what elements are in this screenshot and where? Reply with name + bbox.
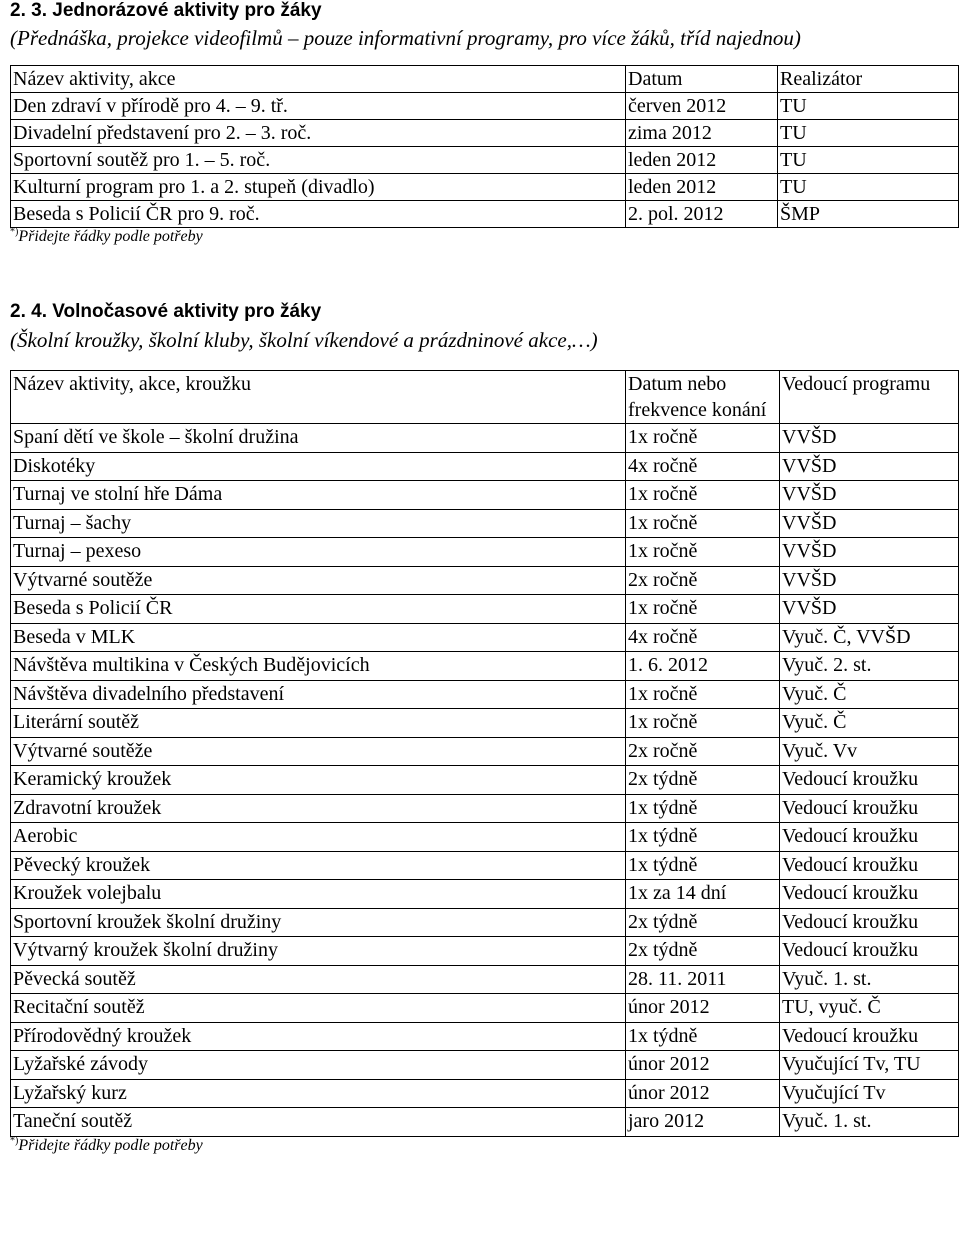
table-row bbox=[11, 201, 959, 228]
table-row bbox=[11, 794, 959, 823]
cell-date: 1x týdně bbox=[626, 794, 780, 823]
cell-activity-name: Beseda v MLK bbox=[11, 623, 626, 652]
cell-activity-name: Výtvarné soutěže bbox=[11, 566, 626, 595]
cell-date: 1x ročně bbox=[626, 595, 780, 624]
cell-activity-name: Taneční soutěž bbox=[11, 1108, 626, 1137]
cell-leader: VVŠD bbox=[780, 595, 959, 624]
cell-leader: Vedoucí kroužku bbox=[780, 823, 959, 852]
cell-date: únor 2012 bbox=[626, 1079, 780, 1108]
cell-leader: TU bbox=[778, 120, 959, 147]
column-header-date-or-frequency: Datum nebo frekvence konání bbox=[626, 371, 780, 424]
table-row bbox=[11, 823, 959, 852]
cell-leader: Vyuč. 1. st. bbox=[780, 1108, 959, 1137]
footnote-text: Přidejte řádky podle potřeby bbox=[18, 1136, 203, 1154]
table-header-row bbox=[11, 66, 959, 93]
table-row bbox=[11, 623, 959, 652]
cell-date: jaro 2012 bbox=[626, 1108, 780, 1137]
cell-leader: TU bbox=[778, 147, 959, 174]
table-row bbox=[11, 965, 959, 994]
table-row bbox=[11, 937, 959, 966]
cell-activity-name: Lyžařské závody bbox=[11, 1051, 626, 1080]
table-row bbox=[11, 880, 959, 909]
cell-activity-name: Kulturní program pro 1. a 2. stupeň (divadlo) bbox=[11, 174, 626, 201]
cell-date: 2x ročně bbox=[626, 566, 780, 595]
table-row bbox=[11, 709, 959, 738]
cell-date: 1x týdně bbox=[626, 1022, 780, 1051]
cell-activity-name: Přírodovědný kroužek bbox=[11, 1022, 626, 1051]
table-footnote bbox=[10, 228, 958, 246]
cell-activity-name: Lyžařský kurz bbox=[11, 1079, 626, 1108]
table-row bbox=[11, 424, 959, 453]
table-row bbox=[11, 737, 959, 766]
cell-date: 2x ročně bbox=[626, 737, 780, 766]
cell-activity-name: Aerobic bbox=[11, 823, 626, 852]
cell-date: 28. 11. 2011 bbox=[626, 965, 780, 994]
cell-leader: Vedoucí kroužku bbox=[780, 880, 959, 909]
cell-leader: VVŠD bbox=[780, 452, 959, 481]
cell-activity-name: Beseda s Policií ČR bbox=[11, 595, 626, 624]
cell-leader: Vyuč. Č, VVŠD bbox=[780, 623, 959, 652]
table-row bbox=[11, 766, 959, 795]
cell-activity-name: Literární soutěž bbox=[11, 709, 626, 738]
column-header-date: Datum bbox=[626, 66, 778, 93]
table-row bbox=[11, 680, 959, 709]
table-footnote bbox=[10, 1137, 958, 1155]
cell-leader: TU, vyuč. Č bbox=[780, 994, 959, 1023]
table-row bbox=[11, 174, 959, 201]
table-header-row bbox=[11, 371, 959, 424]
table-row bbox=[11, 652, 959, 681]
cell-activity-name: Diskotéky bbox=[11, 452, 626, 481]
cell-leader: Vyuč. 2. st. bbox=[780, 652, 959, 681]
cell-activity-name: Pěvecký kroužek bbox=[11, 851, 626, 880]
footnote-mark: *) bbox=[10, 1135, 19, 1147]
cell-date: 1x za 14 dní bbox=[626, 880, 780, 909]
cell-leader: ŠMP bbox=[778, 201, 959, 228]
cell-activity-name: Recitační soutěž bbox=[11, 994, 626, 1023]
cell-date: 1x týdně bbox=[626, 823, 780, 852]
cell-date: zima 2012 bbox=[626, 120, 778, 147]
column-header-activity-name: Název aktivity, akce, kroužku bbox=[11, 371, 626, 424]
one-time-activities-table-body bbox=[11, 66, 959, 228]
column-header-organizer: Realizátor bbox=[778, 66, 959, 93]
cell-activity-name: Spaní dětí ve škole – školní družina bbox=[11, 424, 626, 453]
table-row bbox=[11, 452, 959, 481]
cell-leader: VVŠD bbox=[780, 481, 959, 510]
section-subtitle-leisure-activities: (Školní kroužky, školní kluby, školní víkendové a prázdninové akce,…) bbox=[10, 328, 598, 352]
table-row bbox=[11, 1051, 959, 1080]
table-row bbox=[11, 147, 959, 174]
cell-activity-name: Výtvarné soutěže bbox=[11, 737, 626, 766]
cell-leader: TU bbox=[778, 93, 959, 120]
cell-activity-name: Návštěva multikina v Českých Budějovicích bbox=[11, 652, 626, 681]
leisure-activities-table-body bbox=[11, 371, 959, 1137]
cell-date: červen 2012 bbox=[626, 93, 778, 120]
column-header-activity-name: Název aktivity, akce bbox=[11, 66, 626, 93]
cell-leader: VVŠD bbox=[780, 538, 959, 567]
footnote-text: Přidejte řádky podle potřeby bbox=[18, 228, 203, 245]
cell-date: leden 2012 bbox=[626, 174, 778, 201]
cell-activity-name: Výtvarný kroužek školní družiny bbox=[11, 937, 626, 966]
cell-activity-name: Sportovní soutěž pro 1. – 5. roč. bbox=[11, 147, 626, 174]
table-row bbox=[11, 538, 959, 567]
cell-date: 1x ročně bbox=[626, 538, 780, 567]
cell-activity-name: Pěvecká soutěž bbox=[11, 965, 626, 994]
cell-date: 1x ročně bbox=[626, 481, 780, 510]
cell-date: 2. pol. 2012 bbox=[626, 201, 778, 228]
cell-date: 1x ročně bbox=[626, 709, 780, 738]
table-row bbox=[11, 481, 959, 510]
table-row bbox=[11, 851, 959, 880]
cell-leader: Vedoucí kroužku bbox=[780, 851, 959, 880]
section-subtitle-one-time-activities: (Přednáška, projekce videofilmů – pouze informativní programy, pro více žáků, tříd najednou) bbox=[10, 26, 801, 50]
cell-date: únor 2012 bbox=[626, 994, 780, 1023]
table-row bbox=[11, 1022, 959, 1051]
cell-leader: Vedoucí kroužku bbox=[780, 794, 959, 823]
cell-leader: TU bbox=[778, 174, 959, 201]
table-row bbox=[11, 93, 959, 120]
cell-activity-name: Beseda s Policií ČR pro 9. roč. bbox=[11, 201, 626, 228]
cell-leader: VVŠD bbox=[780, 424, 959, 453]
footnote-mark: *) bbox=[10, 226, 19, 238]
cell-leader: Vyučující Tv bbox=[780, 1079, 959, 1108]
section-heading-one-time-activities: 2. 3. Jednorázové aktivity pro žáky bbox=[10, 0, 322, 21]
cell-leader: Vedoucí kroužku bbox=[780, 1022, 959, 1051]
cell-date: 1. 6. 2012 bbox=[626, 652, 780, 681]
table-row bbox=[11, 566, 959, 595]
table-row bbox=[11, 1108, 959, 1137]
cell-leader: VVŠD bbox=[780, 566, 959, 595]
cell-activity-name: Den zdraví v přírodě pro 4. – 9. tř. bbox=[11, 93, 626, 120]
cell-leader: Vyuč. Č bbox=[780, 680, 959, 709]
cell-leader: Vedoucí kroužku bbox=[780, 908, 959, 937]
cell-activity-name: Návštěva divadelního představení bbox=[11, 680, 626, 709]
cell-date: 1x ročně bbox=[626, 509, 780, 538]
leisure-activities-table bbox=[10, 370, 959, 1137]
cell-activity-name: Zdravotní kroužek bbox=[11, 794, 626, 823]
table-row bbox=[11, 994, 959, 1023]
table-row bbox=[11, 595, 959, 624]
cell-leader: Vedoucí kroužku bbox=[780, 766, 959, 795]
cell-date: 4x ročně bbox=[626, 623, 780, 652]
cell-leader: Vedoucí kroužku bbox=[780, 937, 959, 966]
cell-activity-name: Sportovní kroužek školní družiny bbox=[11, 908, 626, 937]
document-page bbox=[10, 0, 958, 1155]
column-header-program-leader: Vedoucí programu bbox=[780, 371, 959, 424]
table-row bbox=[11, 120, 959, 147]
cell-date: 2x týdně bbox=[626, 908, 780, 937]
cell-activity-name: Kroužek volejbalu bbox=[11, 880, 626, 909]
cell-date: 1x ročně bbox=[626, 424, 780, 453]
cell-activity-name: Divadelní představení pro 2. – 3. roč. bbox=[11, 120, 626, 147]
cell-date: únor 2012 bbox=[626, 1051, 780, 1080]
one-time-activities-table bbox=[10, 65, 959, 228]
cell-date: 2x týdně bbox=[626, 766, 780, 795]
cell-leader: Vyuč. Č bbox=[780, 709, 959, 738]
cell-date: 4x ročně bbox=[626, 452, 780, 481]
cell-activity-name: Turnaj – pexeso bbox=[11, 538, 626, 567]
cell-date: 1x ročně bbox=[626, 680, 780, 709]
table-row bbox=[11, 908, 959, 937]
table-row bbox=[11, 1079, 959, 1108]
cell-leader: Vyučující Tv, TU bbox=[780, 1051, 959, 1080]
cell-leader: Vyuč. Vv bbox=[780, 737, 959, 766]
cell-leader: Vyuč. 1. st. bbox=[780, 965, 959, 994]
cell-date: 1x týdně bbox=[626, 851, 780, 880]
cell-date: 2x týdně bbox=[626, 937, 780, 966]
cell-activity-name: Keramický kroužek bbox=[11, 766, 626, 795]
section-heading-leisure-activities: 2. 4. Volnočasové aktivity pro žáky bbox=[10, 301, 322, 322]
cell-leader: VVŠD bbox=[780, 509, 959, 538]
cell-activity-name: Turnaj – šachy bbox=[11, 509, 626, 538]
cell-date: leden 2012 bbox=[626, 147, 778, 174]
cell-activity-name: Turnaj ve stolní hře Dáma bbox=[11, 481, 626, 510]
table-row bbox=[11, 509, 959, 538]
